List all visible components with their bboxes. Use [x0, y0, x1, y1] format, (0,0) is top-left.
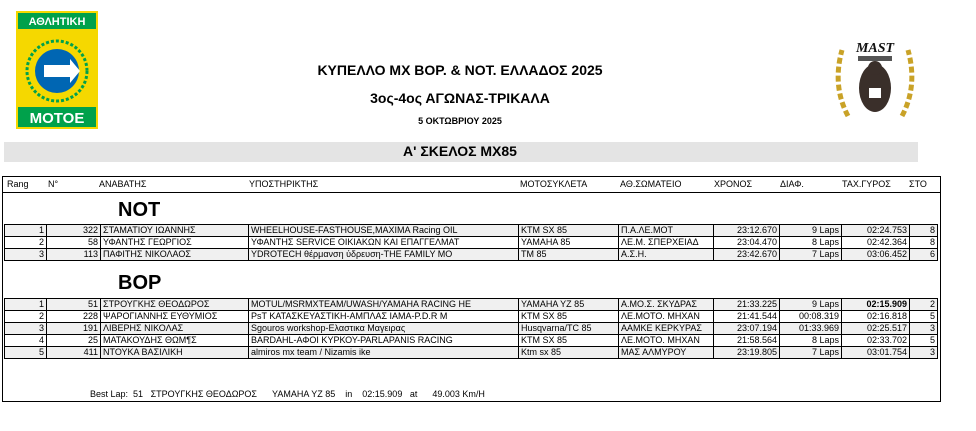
no-cell: 322 [47, 225, 101, 237]
rider-cell: ΛΙΒΕΡΗΣ ΝΙΚΟΛΑΣ [101, 323, 249, 335]
col-bike-header: ΜΟΤΟΣΥΚΛΕΤΑ [520, 179, 588, 189]
club-cell: Α.ΜΟ.Σ. ΣΚΥΔΡΑΣ [619, 299, 714, 311]
table-row [5, 347, 938, 359]
best-lap-at: at [409, 389, 418, 399]
best-lap-cell: 02:33.702 [842, 335, 910, 347]
gap-cell: 7 Laps [780, 249, 842, 261]
best-lap-in: in [345, 389, 353, 399]
laps-cell: 2 [910, 299, 938, 311]
best-lap-cell: 03:06.452 [842, 249, 910, 261]
best-lap-rider: ΣΤΡΟΥΓΚΗΣ ΘΕΟΔΩΡΟΣ [150, 389, 258, 399]
sponsor-cell: YDROTECH θέρμανση ύδρευση-THE FAMILY MO [249, 249, 519, 261]
col-gap-header: ΔΙΑΦ. [780, 179, 804, 189]
sponsor-cell: BARDAHL-ΑΦΟΙ ΚΥΡΚΟΥ-PARLAPANIS RACING [249, 335, 519, 347]
time-cell: 23:12.670 [714, 225, 780, 237]
time-cell: 21:41.544 [714, 311, 780, 323]
sponsor-cell: PsT ΚΑΤΑΣΚΕΥΑΣΤΙΚΗ-ΑΜΠΛΑΣ ΙΑΜΑ-P.D.R M [249, 311, 519, 323]
sponsor-cell: WHEELHOUSE-FASTHOUSE,MAXIMA Racing OIL [249, 225, 519, 237]
no-cell: 191 [47, 323, 101, 335]
time-cell: 23:19.805 [714, 347, 780, 359]
col-best-header: ΤΑΧ.ΓΥΡΟΣ [842, 179, 891, 189]
table-row [5, 311, 938, 323]
no-cell: 113 [47, 249, 101, 261]
event-date: 5 ΟΚΤΩΒΡΙΟΥ 2025 [418, 116, 502, 126]
logo-left-bottom-text: ΜΟΤΟΕ [29, 110, 85, 127]
time-cell: 21:33.225 [714, 299, 780, 311]
club-cell: ΛΕ.Μ. ΣΠΕΡΧΕΙΑΔ [619, 237, 714, 249]
sponsor-cell: almiros mx team / Nizamis ike [249, 347, 519, 359]
laps-cell: 5 [910, 335, 938, 347]
col-club-header: ΑΘ.ΣΩΜΑΤΕΙΟ [620, 179, 682, 189]
laps-cell: 6 [910, 249, 938, 261]
best-lap-time: 02:15.909 [362, 389, 403, 399]
bike-cell: YAMAHA YZ 85 [519, 299, 619, 311]
gap-cell: 8 Laps [780, 237, 842, 249]
best-lap-bike: YAMAHA YZ 85 [272, 389, 336, 399]
col-rank-header: Rang [7, 179, 29, 189]
time-cell: 23:07.194 [714, 323, 780, 335]
group-title-north: ΒΟΡ [118, 272, 162, 294]
bike-cell: KTM SX 85 [519, 225, 619, 237]
rank-cell: 2 [5, 237, 47, 249]
best-lap-line [90, 389, 485, 399]
table-row [5, 335, 938, 347]
col-laps-header: ΣΤΟ [909, 179, 927, 189]
rider-cell: ΝΤΟΥΚΑ ΒΑΣΙΛΙΚΗ [101, 347, 249, 359]
best-lap-cell: 02:25.517 [842, 323, 910, 335]
table-row [5, 225, 938, 237]
page-title: ΚΥΠΕΛΛΟ ΜΧ ΒΟΡ. & ΝΟΤ. ΕΛΛΑΔΟΣ 2025 [317, 62, 603, 78]
rank-cell: 1 [5, 225, 47, 237]
rank-cell: 5 [5, 347, 47, 359]
best-lap-cell: 02:24.753 [842, 225, 910, 237]
table-row [5, 249, 938, 261]
results-table-north [4, 298, 938, 359]
logo-right-text: MAST [855, 41, 895, 56]
bike-cell: KTM SX 85 [519, 311, 619, 323]
bike-cell: TM 85 [519, 249, 619, 261]
rider-cell: ΣΤΡΟΥΓΚΗΣ ΘΕΟΔΩΡΟΣ [101, 299, 249, 311]
laps-cell: 3 [910, 323, 938, 335]
col-no-header: N° [48, 179, 59, 189]
rank-cell: 2 [5, 311, 47, 323]
no-cell: 25 [47, 335, 101, 347]
gap-cell: 9 Laps [780, 299, 842, 311]
gap-cell: 00:08.319 [780, 311, 842, 323]
gap-cell: 01:33.969 [780, 323, 842, 335]
bike-cell: Husqvarna/TC 85 [519, 323, 619, 335]
best-lap-no: 51 [133, 389, 144, 399]
club-cell: Π.Α.ΛΕ.ΜΟΤ [619, 225, 714, 237]
rank-cell: 3 [5, 249, 47, 261]
bike-cell: Ktm sx 85 [519, 347, 619, 359]
best-lap-cell: 02:16.818 [842, 311, 910, 323]
club-cell: Α.Σ.Η. [619, 249, 714, 261]
rank-cell: 3 [5, 323, 47, 335]
best-lap-cell: 02:15.909 [842, 299, 910, 311]
rank-cell: 4 [5, 335, 47, 347]
sponsor-cell: ΥΦΑΝΤΗΣ SERVICE ΟΙΚΙΑΚΩΝ ΚΑΙ ΕΠΑΓΓΕΛΜΑΤ [249, 237, 519, 249]
best-lap-label: Best Lap: [90, 389, 129, 399]
col-rider-header: ΑΝΑΒΑΤΗΣ [99, 179, 147, 189]
group-title-south: ΝΟΤ [118, 199, 161, 221]
best-lap-cell: 03:01.754 [842, 347, 910, 359]
page-subtitle: 3ος-4ος ΑΓΩΝΑΣ-ΤΡΙΚΑΛΑ [370, 90, 550, 106]
laps-cell: 5 [910, 311, 938, 323]
rider-cell: ΜΑΤΑΚΟΥΔΗΣ ΘΩΜ¶Σ [101, 335, 249, 347]
table-header [3, 177, 940, 193]
sponsor-cell: Sgouros workshop-Ελαστικα Μαγειρας [249, 323, 519, 335]
club-cell: ΜΑΣ ΑΛΜΥΡΟΥ [619, 347, 714, 359]
club-cell: ΛΕ.ΜΟΤΟ. ΜΗΧΑΝ [619, 311, 714, 323]
rider-cell: ΥΦΑΝΤΗΣ ΓΕΩΡΓΙΟΣ [101, 237, 249, 249]
no-cell: 411 [47, 347, 101, 359]
time-cell: 23:04.470 [714, 237, 780, 249]
sponsor-cell: MOTUL/MSRMXTEAM/UWASH/YAMAHA RACING HE [249, 299, 519, 311]
col-sponsor-header: ΥΠΟΣΤΗΡΙΚΤΗΣ [249, 179, 319, 189]
best-lap-cell: 02:42.364 [842, 237, 910, 249]
rider-cell: ΣΤΑΜΑΤΙΟΥ ΙΩΑΝΝΗΣ [101, 225, 249, 237]
bike-cell: KTM SX 85 [519, 335, 619, 347]
logo-left-top-text: ΑΘΛΗΤΙΚΗ [28, 16, 86, 28]
club-cell: ΛΕ.ΜΟΤΟ. ΜΗΧΑΝ [619, 335, 714, 347]
table-row [5, 323, 938, 335]
results-table-south [4, 224, 938, 261]
table-row [5, 237, 938, 249]
no-cell: 51 [47, 299, 101, 311]
table-row [5, 299, 938, 311]
time-cell: 23:42.670 [714, 249, 780, 261]
rider-cell: ΨΑΡΟΓΙΑΝΝΗΣ ΕΥΘΥΜΙΟΣ [101, 311, 249, 323]
no-cell: 58 [47, 237, 101, 249]
rider-cell: ΠΑΦΙΤΗΣ ΝΙΚΟΛΑΟΣ [101, 249, 249, 261]
time-cell: 21:58.564 [714, 335, 780, 347]
col-time-header: ΧΡΟΝΟΣ [714, 179, 753, 189]
bike-cell: YAMAHA 85 [519, 237, 619, 249]
gap-cell: 7 Laps [780, 347, 842, 359]
gap-cell: 9 Laps [780, 225, 842, 237]
laps-cell: 8 [910, 225, 938, 237]
best-lap-speed: 49.003 Km/H [432, 389, 485, 399]
no-cell: 228 [47, 311, 101, 323]
gap-cell: 8 Laps [780, 335, 842, 347]
laps-cell: 3 [910, 347, 938, 359]
laps-cell: 8 [910, 237, 938, 249]
club-cell: ΑΑΜΚΕ ΚΕΡΚΥΡΑΣ [619, 323, 714, 335]
race-title: Α' ΣΚΕΛΟΣ ΜΧ85 [403, 143, 517, 159]
rank-cell: 1 [5, 299, 47, 311]
